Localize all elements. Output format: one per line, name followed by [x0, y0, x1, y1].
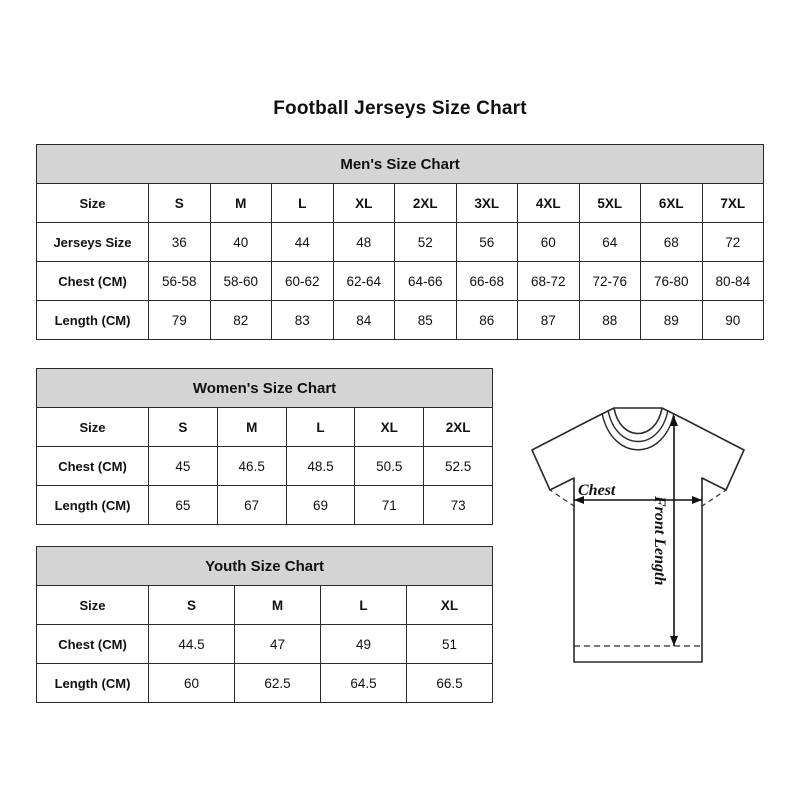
table-cell: 84	[333, 301, 395, 340]
table-cell: 68-72	[518, 262, 580, 301]
table-cell: 87	[518, 301, 580, 340]
table-cell: 45	[149, 447, 218, 486]
youth-section-heading: Youth Size Chart	[37, 547, 493, 586]
table-cell: 88	[579, 301, 641, 340]
table-cell: 2XL	[395, 184, 457, 223]
row-label: Size	[37, 408, 149, 447]
table-cell: 4XL	[518, 184, 580, 223]
row-label: Length (CM)	[37, 664, 149, 703]
table-cell: L	[286, 408, 355, 447]
table-row	[37, 262, 764, 301]
table-cell: 79	[149, 301, 211, 340]
row-label: Size	[37, 586, 149, 625]
table-cell: 48	[333, 223, 395, 262]
table-cell: 62.5	[235, 664, 321, 703]
table-cell: 82	[210, 301, 272, 340]
table-cell: 44.5	[149, 625, 235, 664]
table-cell: 68	[641, 223, 703, 262]
table-cell: 71	[355, 486, 424, 525]
tshirt-measurement-diagram	[498, 396, 778, 696]
row-label: Jerseys Size	[37, 223, 149, 262]
table-row	[37, 301, 764, 340]
table-cell: 44	[272, 223, 334, 262]
youth-size-chart-table	[36, 546, 493, 703]
table-row	[37, 586, 493, 625]
table-cell: S	[149, 408, 218, 447]
table-row	[37, 184, 764, 223]
table-cell: 86	[456, 301, 518, 340]
table-cell: 73	[424, 486, 493, 525]
table-cell: M	[217, 408, 286, 447]
womens-size-chart-table	[36, 368, 493, 525]
table-row	[37, 408, 493, 447]
table-cell: 66-68	[456, 262, 518, 301]
table-cell: 72	[702, 223, 764, 262]
womens-section-heading: Women's Size Chart	[37, 369, 493, 408]
table-cell: 40	[210, 223, 272, 262]
table-cell: S	[149, 586, 235, 625]
table-cell: 56-58	[149, 262, 211, 301]
table-cell: 58-60	[210, 262, 272, 301]
table-cell: 65	[149, 486, 218, 525]
table-cell: 60	[149, 664, 235, 703]
table-cell: 76-80	[641, 262, 703, 301]
table-cell: 89	[641, 301, 703, 340]
table-cell: 83	[272, 301, 334, 340]
table-cell: L	[272, 184, 334, 223]
row-label: Chest (CM)	[37, 625, 149, 664]
table-cell: M	[235, 586, 321, 625]
table-cell: 47	[235, 625, 321, 664]
table-row	[37, 486, 493, 525]
table-cell: 66.5	[407, 664, 493, 703]
table-cell: 80-84	[702, 262, 764, 301]
page-title: Football Jerseys Size Chart	[273, 98, 527, 119]
table-cell: 6XL	[641, 184, 703, 223]
row-label: Length (CM)	[37, 486, 149, 525]
table-cell: S	[149, 184, 211, 223]
table-cell: XL	[333, 184, 395, 223]
table-section-header-row	[37, 369, 493, 408]
table-cell: 85	[395, 301, 457, 340]
table-cell: 64.5	[321, 664, 407, 703]
row-label: Size	[37, 184, 149, 223]
table-cell: 69	[286, 486, 355, 525]
table-section-header-row	[37, 547, 493, 586]
table-cell: XL	[407, 586, 493, 625]
table-cell: XL	[355, 408, 424, 447]
table-cell: 5XL	[579, 184, 641, 223]
table-cell: 7XL	[702, 184, 764, 223]
table-cell: 50.5	[355, 447, 424, 486]
table-row	[37, 447, 493, 486]
table-cell: L	[321, 586, 407, 625]
table-cell: 46.5	[217, 447, 286, 486]
table-cell: 90	[702, 301, 764, 340]
table-cell: 2XL	[424, 408, 493, 447]
table-row	[37, 664, 493, 703]
table-cell: 60	[518, 223, 580, 262]
table-cell: 49	[321, 625, 407, 664]
table-cell: 52	[395, 223, 457, 262]
front-length-measure-line	[670, 416, 678, 646]
table-cell: 56	[456, 223, 518, 262]
chest-label: Chest	[578, 482, 616, 499]
table-row	[37, 625, 493, 664]
table-cell: 3XL	[456, 184, 518, 223]
tshirt-icon	[498, 396, 778, 696]
row-label: Chest (CM)	[37, 262, 149, 301]
table-cell: 36	[149, 223, 211, 262]
front-length-label: Front Length	[651, 496, 668, 586]
table-cell: 52.5	[424, 447, 493, 486]
table-cell: 64	[579, 223, 641, 262]
table-cell: 64-66	[395, 262, 457, 301]
row-label: Length (CM)	[37, 301, 149, 340]
table-row	[37, 223, 764, 262]
row-label: Chest (CM)	[37, 447, 149, 486]
table-cell: 67	[217, 486, 286, 525]
table-cell: 72-76	[579, 262, 641, 301]
table-cell: 51	[407, 625, 493, 664]
table-cell: 48.5	[286, 447, 355, 486]
table-cell: M	[210, 184, 272, 223]
table-cell: 60-62	[272, 262, 334, 301]
mens-size-chart-table	[36, 144, 764, 340]
table-section-header-row	[37, 145, 764, 184]
mens-section-heading: Men's Size Chart	[37, 145, 764, 184]
table-cell: 62-64	[333, 262, 395, 301]
